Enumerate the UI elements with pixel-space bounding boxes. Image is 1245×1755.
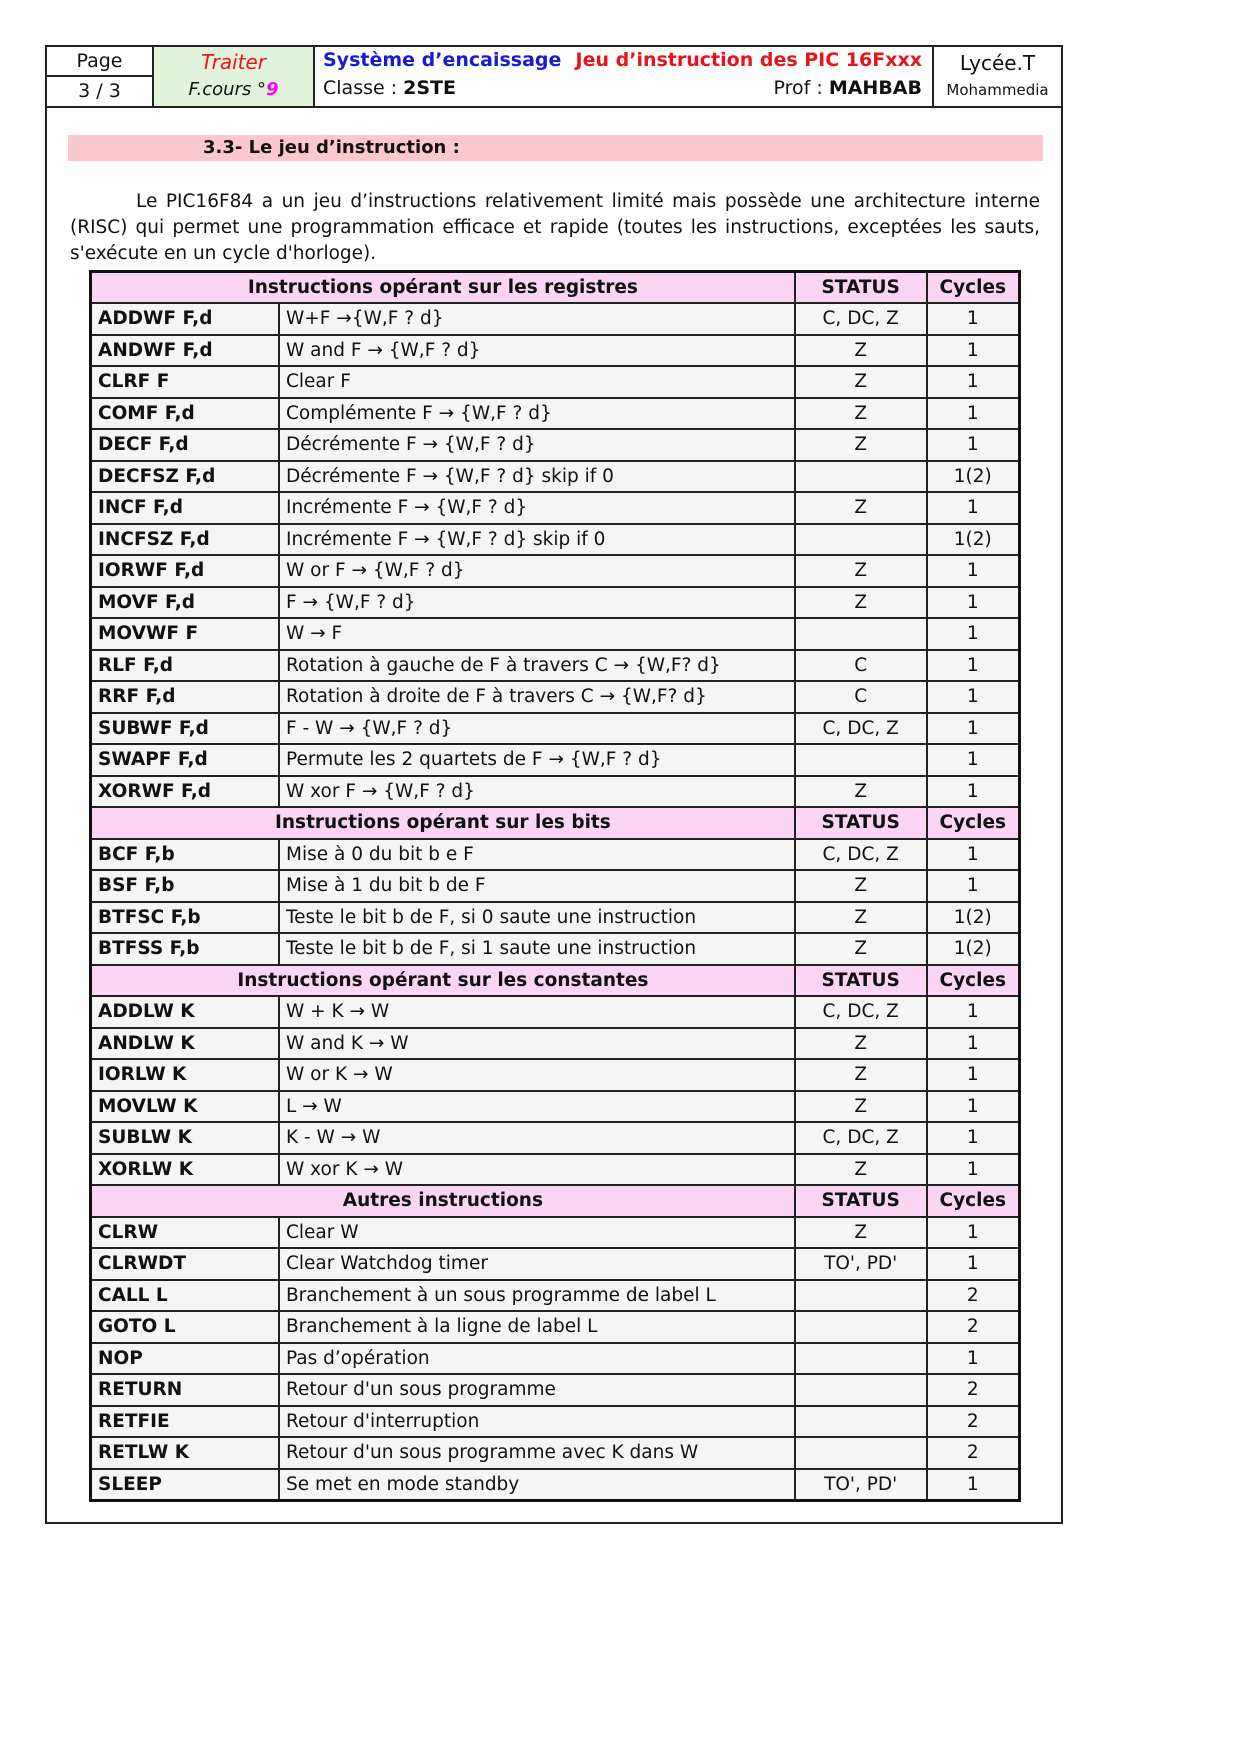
table-row [91,461,1020,493]
status-cell: C [795,650,927,682]
table-row [91,839,1020,871]
group-title: Autres instructions [91,1185,795,1217]
mnemonic-cell: RETLW K [91,1437,279,1469]
traiter-label: Traiter [200,50,267,74]
group-title: Instructions opérant sur les registres [91,272,795,304]
school-cell [934,47,1061,106]
table-row [91,933,1020,965]
table-row [91,1343,1020,1375]
description-cell: Rotation à droite de F à travers C → {W,F? d} [279,681,795,713]
cycles-cell: 1 [927,713,1020,745]
prof-value: MAHBAB [828,77,922,99]
table-row [91,555,1020,587]
table-row [91,681,1020,713]
table-row [91,1280,1020,1312]
description-cell: Se met en mode standby [279,1469,795,1501]
document-title: Jeu d’instruction des PIC 16Fxxx [575,49,922,71]
class-label: Classe : [323,77,404,99]
status-cell [795,618,927,650]
description-cell: Teste le bit b de F, si 1 saute une instruction [279,933,795,965]
table-row [91,744,1020,776]
status-cell [795,1437,927,1469]
description-cell: Retour d'un sous programme [279,1374,795,1406]
mnemonic-cell: IORWF F,d [91,555,279,587]
status-cell: Z [795,555,927,587]
status-cell: C, DC, Z [795,1122,927,1154]
mnemonic-cell: DECF F,d [91,429,279,461]
table-row [91,1248,1020,1280]
mnemonic-cell: MOVWF F [91,618,279,650]
mnemonic-cell: BCF F,b [91,839,279,871]
description-cell: Branchement à un sous programme de label L [279,1280,795,1312]
page-label: Page [47,47,152,77]
cycles-cell: 1 [927,335,1020,367]
description-cell: Mise à 1 du bit b de F [279,870,795,902]
cycles-cell: 1(2) [927,461,1020,493]
status-cell: Z [795,902,927,934]
cycles-cell: 1 [927,1091,1020,1123]
description-cell: Décrémente F → {W,F ? d} [279,429,795,461]
mnemonic-cell: ADDLW K [91,996,279,1028]
cycles-cell: 1 [927,366,1020,398]
section-header-row [91,965,1020,997]
mnemonic-cell: SUBWF F,d [91,713,279,745]
mnemonic-cell: CLRWDT [91,1248,279,1280]
status-cell: Z [795,335,927,367]
description-cell: Branchement à la ligne de label L [279,1311,795,1343]
cycles-cell: 1 [927,618,1020,650]
cycles-cell: 1 [927,429,1020,461]
school-city: Mohammedia [946,81,1049,99]
description-cell: W+F →{W,F ? d} [279,303,795,335]
status-cell [795,1343,927,1375]
table-row [91,303,1020,335]
status-cell: TO', PD' [795,1248,927,1280]
description-cell: Complémente F → {W,F ? d} [279,398,795,430]
cycles-header: Cycles [927,807,1020,839]
mnemonic-cell: ANDLW K [91,1028,279,1060]
description-cell: W → F [279,618,795,650]
description-cell: W + K → W [279,996,795,1028]
mnemonic-cell: CLRF F [91,366,279,398]
table-row [91,1154,1020,1186]
description-cell: W xor K → W [279,1154,795,1186]
description-cell: K - W → W [279,1122,795,1154]
cycles-cell: 1 [927,1028,1020,1060]
status-cell: Z [795,933,927,965]
cycles-cell: 1 [927,1122,1020,1154]
status-header: STATUS [795,965,927,997]
status-cell [795,461,927,493]
cycles-header: Cycles [927,965,1020,997]
status-cell: Z [795,1154,927,1186]
description-cell: W xor F → {W,F ? d} [279,776,795,808]
description-cell: W or F → {W,F ? d} [279,555,795,587]
status-header: STATUS [795,807,927,839]
status-cell: C, DC, Z [795,713,927,745]
table-row [91,398,1020,430]
class-value: 2STE [403,77,456,99]
cycles-cell: 2 [927,1311,1020,1343]
cycles-cell: 1 [927,1343,1020,1375]
mnemonic-cell: BSF F,b [91,870,279,902]
instruction-table [89,270,1021,1502]
status-cell: Z [795,587,927,619]
page-frame [45,45,1063,1524]
description-cell: Incrémente F → {W,F ? d} [279,492,795,524]
table-row [91,776,1020,808]
mnemonic-cell: DECFSZ F,d [91,461,279,493]
page-number-cell [47,47,154,106]
mnemonic-cell: BTFSC F,b [91,902,279,934]
description-cell: Retour d'un sous programme avec K dans W [279,1437,795,1469]
description-cell: Clear F [279,366,795,398]
table-row [91,902,1020,934]
cycles-cell: 1(2) [927,933,1020,965]
description-cell: W and K → W [279,1028,795,1060]
table-row [91,1122,1020,1154]
mnemonic-cell: RETURN [91,1374,279,1406]
cycles-cell: 1(2) [927,902,1020,934]
status-cell [795,744,927,776]
mnemonic-cell: SWAPF F,d [91,744,279,776]
cycles-cell: 1(2) [927,524,1020,556]
mnemonic-cell: MOVLW K [91,1091,279,1123]
table-row [91,1374,1020,1406]
description-cell: Rotation à gauche de F à travers C → {W,F? d} [279,650,795,682]
status-cell: Z [795,1091,927,1123]
status-header: STATUS [795,272,927,304]
status-cell [795,1280,927,1312]
mnemonic-cell: GOTO L [91,1311,279,1343]
prof-label: Prof : [773,77,829,99]
cycles-cell: 1 [927,555,1020,587]
course-prefix: F.cours ° [188,79,267,100]
status-cell: Z [795,870,927,902]
cycles-cell: 1 [927,870,1020,902]
description-cell: F → {W,F ? d} [279,587,795,619]
mnemonic-cell: XORWF F,d [91,776,279,808]
intro-paragraph [70,189,1040,267]
mnemonic-cell: BTFSS F,b [91,933,279,965]
course-cell [154,47,315,106]
page-value: 3 / 3 [78,80,121,102]
cycles-cell: 1 [927,1059,1020,1091]
mnemonic-cell: COMF F,d [91,398,279,430]
status-header: STATUS [795,1185,927,1217]
cycles-cell: 1 [927,492,1020,524]
table-row [91,1091,1020,1123]
class-info [323,77,456,99]
school-name: Lycée.T [959,51,1036,75]
table-row [91,618,1020,650]
cycles-header: Cycles [927,1185,1020,1217]
cycles-cell: 1 [927,1248,1020,1280]
description-cell: Clear Watchdog timer [279,1248,795,1280]
group-title: Instructions opérant sur les bits [91,807,795,839]
title-cell [315,47,934,106]
section-title: 3.3- Le jeu d’instruction : [68,135,1043,161]
cycles-cell: 1 [927,650,1020,682]
mnemonic-cell: RLF F,d [91,650,279,682]
description-cell: W and F → {W,F ? d} [279,335,795,367]
cycles-cell: 1 [927,776,1020,808]
description-cell: Permute les 2 quartets de F → {W,F ? d} [279,744,795,776]
status-cell: Z [795,1059,927,1091]
mnemonic-cell: MOVF F,d [91,587,279,619]
status-cell: C, DC, Z [795,303,927,335]
mnemonic-cell: ADDWF F,d [91,303,279,335]
status-cell: Z [795,492,927,524]
prof-info [774,77,923,99]
cycles-cell: 1 [927,398,1020,430]
description-cell: Décrémente F → {W,F ? d} skip if 0 [279,461,795,493]
table-row [91,1469,1020,1501]
table-row [91,1311,1020,1343]
status-cell [795,524,927,556]
table-row [91,366,1020,398]
course-num: 9 [266,79,279,100]
table-row [91,870,1020,902]
mnemonic-cell: IORLW K [91,1059,279,1091]
mnemonic-cell: NOP [91,1343,279,1375]
section-header-row [91,807,1020,839]
table-row [91,492,1020,524]
table-row [91,335,1020,367]
status-cell: C, DC, Z [795,996,927,1028]
table-row [91,429,1020,461]
cycles-cell: 1 [927,744,1020,776]
section-header-row [91,1185,1020,1217]
cycles-cell: 1 [927,1469,1020,1501]
mnemonic-cell: SUBLW K [91,1122,279,1154]
cycles-header: Cycles [927,272,1020,304]
description-cell: Retour d'interruption [279,1406,795,1438]
mnemonic-cell: SLEEP [91,1469,279,1501]
description-cell: L → W [279,1091,795,1123]
table-row [91,996,1020,1028]
mnemonic-cell: RETFIE [91,1406,279,1438]
mnemonic-cell: CALL L [91,1280,279,1312]
group-title: Instructions opérant sur les constantes [91,965,795,997]
cycles-cell: 2 [927,1406,1020,1438]
mnemonic-cell: RRF F,d [91,681,279,713]
section-header-row [91,272,1020,304]
cycles-cell: 1 [927,1154,1020,1186]
description-cell: F - W → {W,F ? d} [279,713,795,745]
cycles-cell: 1 [927,1217,1020,1249]
status-cell: TO', PD' [795,1469,927,1501]
table-row [91,713,1020,745]
status-cell: Z [795,1028,927,1060]
cycles-cell: 1 [927,996,1020,1028]
cycles-cell: 1 [927,839,1020,871]
description-cell: Mise à 0 du bit b e F [279,839,795,871]
course-number [154,77,313,103]
description-cell: Teste le bit b de F, si 0 saute une instruction [279,902,795,934]
status-cell: C [795,681,927,713]
cycles-cell: 2 [927,1374,1020,1406]
description-cell: Incrémente F → {W,F ? d} skip if 0 [279,524,795,556]
status-cell: Z [795,398,927,430]
cycles-cell: 2 [927,1437,1020,1469]
mnemonic-cell: INCF F,d [91,492,279,524]
status-cell: Z [795,429,927,461]
system-title: Système d’encaissage [323,49,562,71]
mnemonic-cell: XORLW K [91,1154,279,1186]
description-cell: Clear W [279,1217,795,1249]
mnemonic-cell: INCFSZ F,d [91,524,279,556]
status-cell: Z [795,1217,927,1249]
table-row [91,1059,1020,1091]
description-cell: Pas d’opération [279,1343,795,1375]
status-cell: C, DC, Z [795,839,927,871]
mnemonic-cell: CLRW [91,1217,279,1249]
description-cell: W or K → W [279,1059,795,1091]
status-cell [795,1406,927,1438]
table-row [91,650,1020,682]
table-row [91,524,1020,556]
status-cell [795,1311,927,1343]
mnemonic-cell: ANDWF F,d [91,335,279,367]
table-row [91,1437,1020,1469]
cycles-cell: 1 [927,303,1020,335]
table-row [91,1217,1020,1249]
intro-text: Le PIC16F84 a un jeu d’instructions relativement limité mais possède une architecture interne (RISC) qui permet une programmation efficace et rapide (toutes les instructions, exceptées les sauts, s'exécute en un cycle d'horloge). [70,191,1040,264]
table-row [91,587,1020,619]
cycles-cell: 1 [927,587,1020,619]
status-cell: Z [795,366,927,398]
cycles-cell: 2 [927,1280,1020,1312]
document-header [47,47,1061,108]
table-row [91,1406,1020,1438]
status-cell [795,1374,927,1406]
table-row [91,1028,1020,1060]
status-cell: Z [795,776,927,808]
cycles-cell: 1 [927,681,1020,713]
